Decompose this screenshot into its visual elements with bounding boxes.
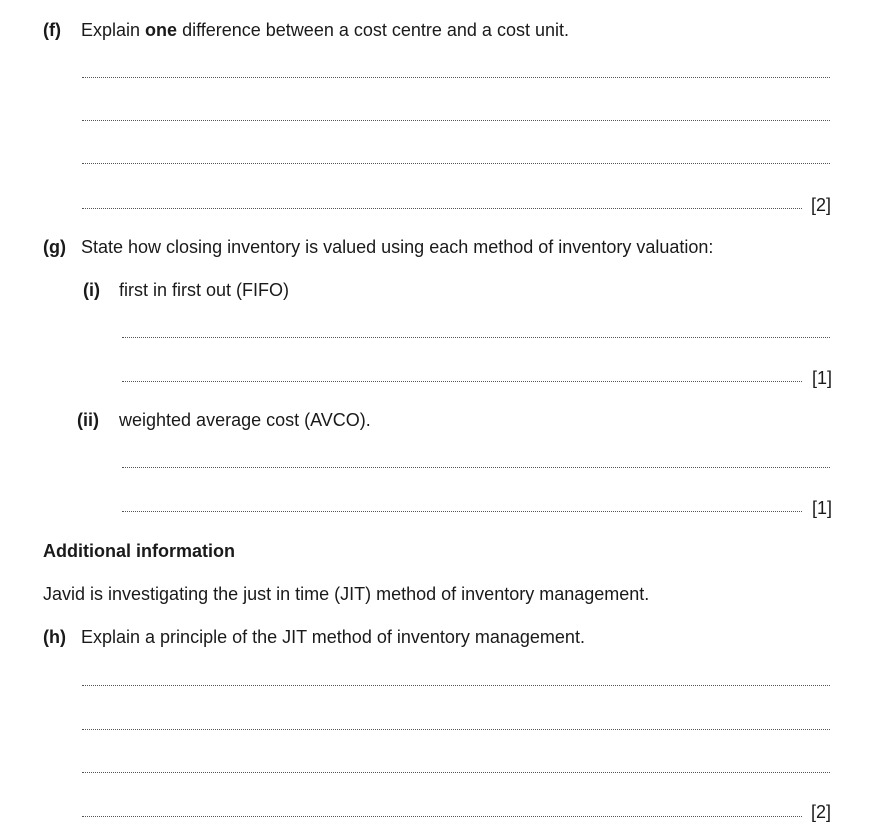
- question-g-i-label: (i): [83, 280, 100, 300]
- answer-line-f-2[interactable]: [82, 120, 830, 121]
- question-g-i-text: first in first out (FIFO): [119, 280, 290, 300]
- question-g-ii-label: (ii): [77, 410, 99, 430]
- question-g-ii-text: weighted average cost (AVCO).: [119, 410, 371, 430]
- question-f-text-pre: Explain: [81, 20, 146, 40]
- question-f-marks: [2]: [811, 195, 832, 215]
- question-g-label: (g): [43, 237, 66, 257]
- question-f-label: (f): [43, 20, 61, 40]
- answer-line-h-1[interactable]: [82, 685, 830, 686]
- answer-line-h-4[interactable]: [82, 816, 802, 817]
- question-f-text: [81, 20, 569, 41]
- question-h-marks: [2]: [811, 802, 832, 822]
- answer-line-g-ii-1[interactable]: [122, 467, 830, 468]
- answer-line-g-i-1[interactable]: [122, 337, 830, 338]
- question-f-text-post: difference between a cost centre and a cost unit.: [177, 20, 569, 40]
- question-g-ii-marks: [1]: [812, 498, 833, 518]
- answer-line-f-1[interactable]: [82, 77, 830, 78]
- question-h-label: (h): [43, 627, 66, 647]
- answer-line-h-3[interactable]: [82, 772, 830, 773]
- question-g-i-marks: [1]: [812, 368, 833, 388]
- answer-line-g-i-2[interactable]: [122, 381, 802, 382]
- additional-info-text: Javid is investigating the just in time (JIT) method of inventory management.: [43, 584, 650, 604]
- answer-line-h-2[interactable]: [82, 729, 830, 730]
- question-h-text: Explain a principle of the JIT method of inventory management.: [81, 627, 585, 647]
- question-f-text-bold: one: [145, 20, 178, 40]
- answer-line-f-4[interactable]: [82, 208, 802, 209]
- additional-info-heading: Additional information: [43, 541, 235, 561]
- answer-line-f-3[interactable]: [82, 163, 830, 164]
- question-g-text: State how closing inventory is valued using each method of inventory valuation:: [81, 237, 714, 257]
- answer-line-g-ii-2[interactable]: [122, 511, 802, 512]
